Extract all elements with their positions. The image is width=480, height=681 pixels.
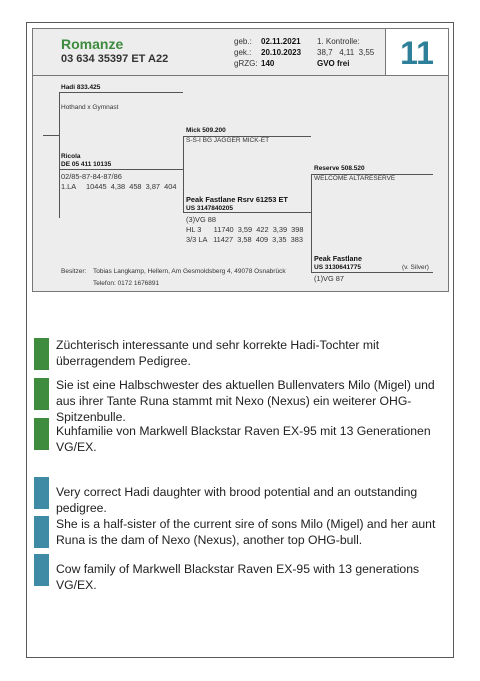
maternal-grandsire-name: Reserve 508.520: [314, 165, 365, 172]
registration-number: 03 634 35397 ET A22: [61, 53, 169, 65]
granddam-performance: 3/3 LA 11427 3,58 409 3,35 383: [186, 235, 303, 244]
comment-de-3: Kuhfamilie von Markwell Blackstar Raven EX-95 mit 13 Generationen VG/EX.: [56, 424, 431, 454]
granddam-hl: HL 3 11740 3,59 422 3,39 398: [186, 225, 304, 234]
great-granddam-note: (v. Silver): [402, 264, 429, 271]
pedigree-line: [43, 135, 59, 136]
pedigree-line: [59, 92, 60, 218]
kontrolle-label: 1. Kontrolle:: [317, 37, 360, 46]
grandsire-name: Hadi 833.425: [61, 84, 101, 91]
grzg-label: gRZG:: [234, 59, 258, 68]
gek-value: 20.10.2023: [261, 48, 302, 57]
pedigree-line: [311, 174, 312, 272]
gek-label: gek.:: [234, 48, 252, 57]
granddam-registration: US 3147840205: [186, 205, 233, 212]
dam-calving: 02/85-87-84-87/86: [61, 172, 122, 181]
dam-performance: 1.LA 10445 4,38 458 3,87 404: [61, 182, 177, 191]
geb-value: 02.11.2021: [261, 37, 301, 46]
owner-address: Tobias Langkamp, Hellern, Am Gesmoldsberg 4, 49078 Osnabrück: [93, 268, 286, 275]
pedigree-line: [59, 92, 183, 93]
owner-label: Besitzer:: [61, 268, 87, 275]
grandsire-parents: Hothand x Gymnast: [61, 104, 119, 111]
granddam-name: Peak Fastlane Rsrv 61253 ET: [186, 195, 288, 204]
sire-name: Mick 509.200: [186, 127, 226, 134]
control-info: [317, 36, 374, 69]
pedigree-box: [32, 75, 449, 292]
great-granddam-registration: US 3130641775: [314, 264, 361, 271]
comment-marker-blue: [34, 477, 49, 509]
pedigree-line: [311, 272, 433, 273]
sire-subtitle: S-S-I BG JAGGER MICK-ET: [186, 137, 270, 144]
comment-de-2: Sie ist eine Halbschwester des aktuellen Bullenvaters Milo (Migel) und aus ihrer Tante Runa stammt mit Nexo (Nexus) ein weiterer OHG-Spitzenbulle.: [56, 378, 435, 424]
dam-registration: DE 05 411 10135: [61, 161, 112, 168]
dam-name: Ricola: [61, 153, 81, 160]
grzg-value: 140: [261, 59, 275, 68]
animal-name: Romanze: [61, 36, 124, 52]
pedigree-line: [59, 169, 183, 170]
geb-label: geb.:: [234, 37, 252, 46]
great-granddam-classification: (1)VG 87: [314, 274, 344, 283]
comment-marker-blue: [34, 516, 49, 548]
comment-marker-green: [34, 338, 49, 370]
comment-marker-green: [34, 378, 49, 410]
comment-en-2: She is a half-sister of the current sire of sons Milo (Migel) and her aunt Runa is the dam of Nexo (Nexus), another top OHG-bull.: [56, 517, 436, 547]
lot-header: [32, 28, 449, 78]
owner-phone: Telefon: 0172 1676891: [93, 280, 160, 287]
comment-en-3: Cow family of Markwell Blackstar Raven EX-95 with 13 generations VG/EX.: [56, 562, 420, 592]
pedigree-line: [183, 136, 184, 212]
comment-marker-green: [34, 418, 49, 450]
comment-de-1: Züchterisch interessante und sehr korrekte Hadi-Tochter mit überragendem Pedigree.: [56, 338, 380, 368]
kontrolle-value: 38,7 4,11 3,55: [317, 48, 375, 57]
comment-en-1: Very correct Hadi daughter with brood potential and an outstanding pedigree.: [56, 485, 418, 515]
gvo-status: GVO frei: [317, 59, 350, 68]
granddam-classification: (3)VG 88: [186, 215, 216, 224]
comment-marker-blue: [34, 554, 49, 586]
birth-info: [234, 36, 301, 69]
lot-number-box: 11: [385, 28, 449, 78]
great-granddam-name: Peak Fastlane: [314, 254, 362, 263]
maternal-grandsire-subtitle: WELCOME ALTARESERVE: [314, 175, 396, 182]
